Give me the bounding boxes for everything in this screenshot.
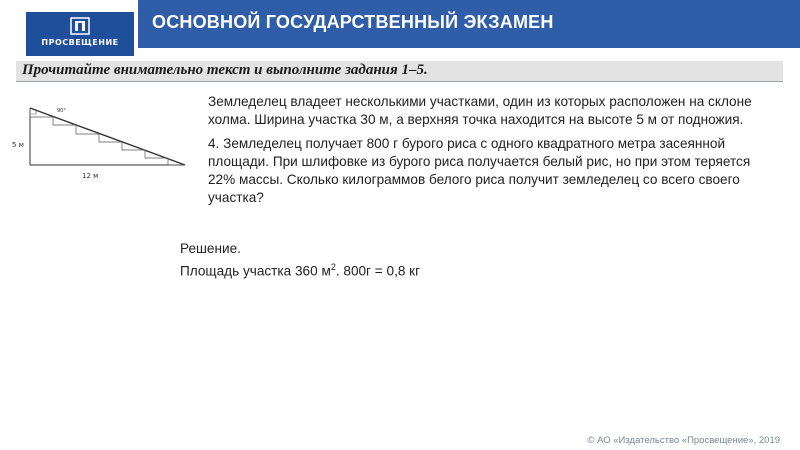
hillside-diagram xyxy=(10,100,195,182)
height-label: 5 м xyxy=(12,141,24,149)
copyright: © АО «Издательство «Просвещение», 2019 xyxy=(587,435,780,446)
logo-mark-icon xyxy=(70,17,90,35)
problem-intro: Земледелец владеет несколькими участками, один из которых расположен на склоне холма. Ширина участка 30 м, а верхняя точка находится на высоте 5 м от подножия. xyxy=(208,94,752,127)
slope-line xyxy=(30,108,185,165)
instruction-text: Прочитайте внимательно текст и выполните задания 1–5. xyxy=(22,62,428,78)
solution-heading: Решение. xyxy=(180,241,241,256)
angle-label: 90° xyxy=(57,108,66,114)
solution-line xyxy=(180,258,420,281)
solution-line-exp: 2 xyxy=(330,262,336,272)
problem-text xyxy=(208,93,776,207)
logo-text: ПРОСВЕЩЕНИЕ xyxy=(41,38,119,47)
solution-line-end: . 800г = 0,8 кг xyxy=(335,263,421,279)
page-title: ОСНОВНОЙ ГОСУДАРСТВЕННЫЙ ЭКЗАМЕН xyxy=(152,12,554,32)
publisher-logo xyxy=(26,12,134,56)
solution-line-start: Площадь участка 360 м xyxy=(180,263,331,279)
solution-block xyxy=(180,240,420,281)
width-label: 12 м xyxy=(82,172,99,180)
problem-task: 4. Земледелец получает 800 г бурого риса с одного квадратного метра засеянной площади. При шлифовке из бурого риса получается белый рис, но при этом теряется 22% массы. Сколько килограммов белого риса получит земледелец со всего своего участка? xyxy=(208,136,751,205)
instruction-bar xyxy=(16,61,783,82)
hillside-diagram-svg xyxy=(10,100,195,182)
